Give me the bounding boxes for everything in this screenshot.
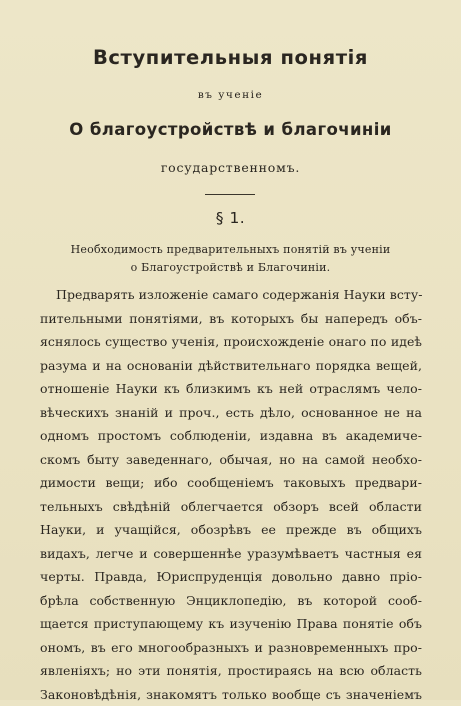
body-text <box>40 283 422 706</box>
body-line: яснялось существо ученія, происхожденіе онаго по идеѣ <box>40 330 422 354</box>
body-line: Предварять изложеніе самаго содержанія Науки всту- <box>40 283 422 307</box>
title-connector: въ ученіе <box>0 89 461 101</box>
body-line: черты. Правда, Юриспруденція довольно давно прiо- <box>40 565 422 589</box>
body-line: димости вещи; ибо сообщеніемъ таковыхъ предвари- <box>40 471 422 495</box>
body-line: ономъ, въ его многообразныхъ и разновременныхъ про- <box>40 636 422 660</box>
page-title: Вступительныя понятія <box>0 46 461 69</box>
body-line: одномъ простомъ соблюденіи, издавна въ академиче- <box>40 424 422 448</box>
body-line: брѣла собственную Энциклопедію, въ которой сооб- <box>40 589 422 613</box>
section-title-line-1: Необходимость предварительныхъ понятій въ ученіи <box>0 243 461 256</box>
body-line: щается приступающему къ изученію Права понятіе объ <box>40 612 422 636</box>
body-line: отношеніе Науки къ близкимъ къ ней отраслямъ чело- <box>40 377 422 401</box>
body-line: видахъ, легче и совершеннѣе уразумѣваетъ частныя ея <box>40 542 422 566</box>
page-subtitle-2: государственномъ. <box>0 160 461 175</box>
body-line: вѣческихъ знаній и проч., есть дѣло, основанное не на <box>40 401 422 425</box>
body-line: тельныхъ свѣдѣній облегчается обзоръ всей области <box>40 495 422 519</box>
body-line: явленіяхъ; но эти понятія, простираясь на всю область <box>40 659 422 683</box>
section-title-line-2: о Благоустройствѣ и Благочиніи. <box>0 261 461 274</box>
body-line: Науки, и учащійся, обозрѣвъ ее прежде въ общихъ <box>40 518 422 542</box>
body-line: разума и на основаніи дѣйствительнаго порядка вещей, <box>40 354 422 378</box>
section-number: § 1. <box>0 209 461 227</box>
body-line: скомъ быту заведеннаго, обычая, но на самой необхо- <box>40 448 422 472</box>
heading-divider <box>205 194 255 195</box>
body-line: Законовѣдѣнія, знакомятъ только вообще съ значеніемъ <box>40 683 422 706</box>
page-subtitle: О благоустройствѣ и благочиніи <box>0 120 461 139</box>
body-line: пительными понятіями, въ которыхъ бы напередъ объ- <box>40 307 422 331</box>
